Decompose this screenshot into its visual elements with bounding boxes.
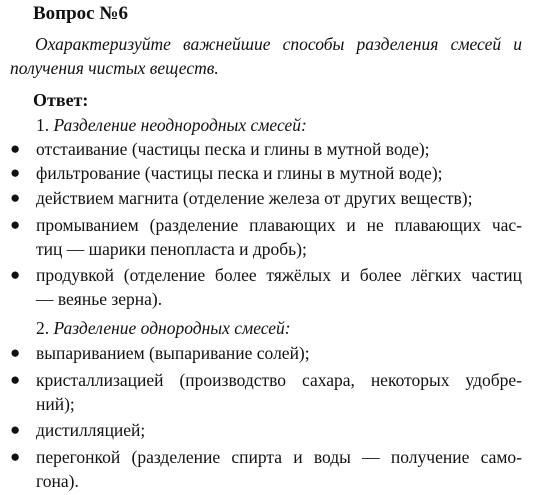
section-number: 1. bbox=[36, 115, 50, 135]
section-heading-homogeneous bbox=[36, 316, 291, 340]
section-number: 2. bbox=[36, 318, 50, 338]
list-item bbox=[10, 137, 522, 161]
bullet-icon: ● bbox=[10, 420, 21, 439]
list-item-text: отстаивание (частицы песка и глины в мутной воде); bbox=[36, 139, 430, 159]
bullet-icon: ● bbox=[10, 265, 21, 284]
bullet-icon: ● bbox=[10, 343, 21, 362]
list-item-text: действием магнита (отделение железа от других веществ); bbox=[36, 188, 473, 208]
list-item-text-line2: гона). bbox=[36, 471, 79, 491]
list-item-text: дистилляцией; bbox=[36, 420, 146, 440]
list-item bbox=[10, 418, 522, 442]
list-item bbox=[10, 445, 522, 493]
bullet-icon: ● bbox=[10, 370, 21, 389]
answer-label: Ответ: bbox=[33, 90, 89, 110]
list-item-text-line1: кристаллизацией (производство сахара, некоторых удобре- bbox=[36, 370, 522, 390]
bullet-icon: ● bbox=[10, 139, 21, 158]
bullet-icon: ● bbox=[10, 163, 21, 182]
list-item-text-line2: тиц — шарики пенопласта и дробь); bbox=[36, 239, 307, 259]
section-heading-heterogeneous bbox=[36, 113, 307, 137]
list-item-text-line2: ний); bbox=[36, 394, 75, 414]
list-item-text: фильтрование (частицы песка и глины в мутной воде); bbox=[36, 163, 443, 183]
list-item bbox=[10, 368, 522, 416]
question-text: Охарактеризуйте важнейшие способы разделения смесей и получения чистых веществ. bbox=[10, 34, 522, 78]
list-item bbox=[10, 263, 522, 311]
section-title: Разделение однородных смесей: bbox=[53, 318, 291, 338]
list-item-text-line1: продувкой (отделение более тяжёлых и более лёгких частиц bbox=[36, 265, 522, 285]
list-item-text-line1: промыванием (разделение плавающих и не плавающих час- bbox=[36, 215, 522, 235]
list-item-text-line1: перегонкой (разделение спирта и воды — получение само- bbox=[36, 447, 522, 467]
bullet-icon: ● bbox=[10, 215, 21, 234]
bullet-icon: ● bbox=[10, 188, 21, 207]
list-item-text-line2: — веянье зерна). bbox=[36, 289, 163, 309]
list-item-text: выпариванием (выпаривание солей); bbox=[36, 343, 310, 363]
list-item bbox=[10, 341, 522, 365]
list-item bbox=[10, 213, 522, 261]
question-title: Вопрос №6 bbox=[33, 3, 128, 24]
list-item bbox=[10, 186, 522, 210]
section-title: Разделение неоднородных смесей: bbox=[53, 115, 307, 135]
bullet-icon: ● bbox=[10, 447, 21, 466]
list-item bbox=[10, 161, 522, 185]
